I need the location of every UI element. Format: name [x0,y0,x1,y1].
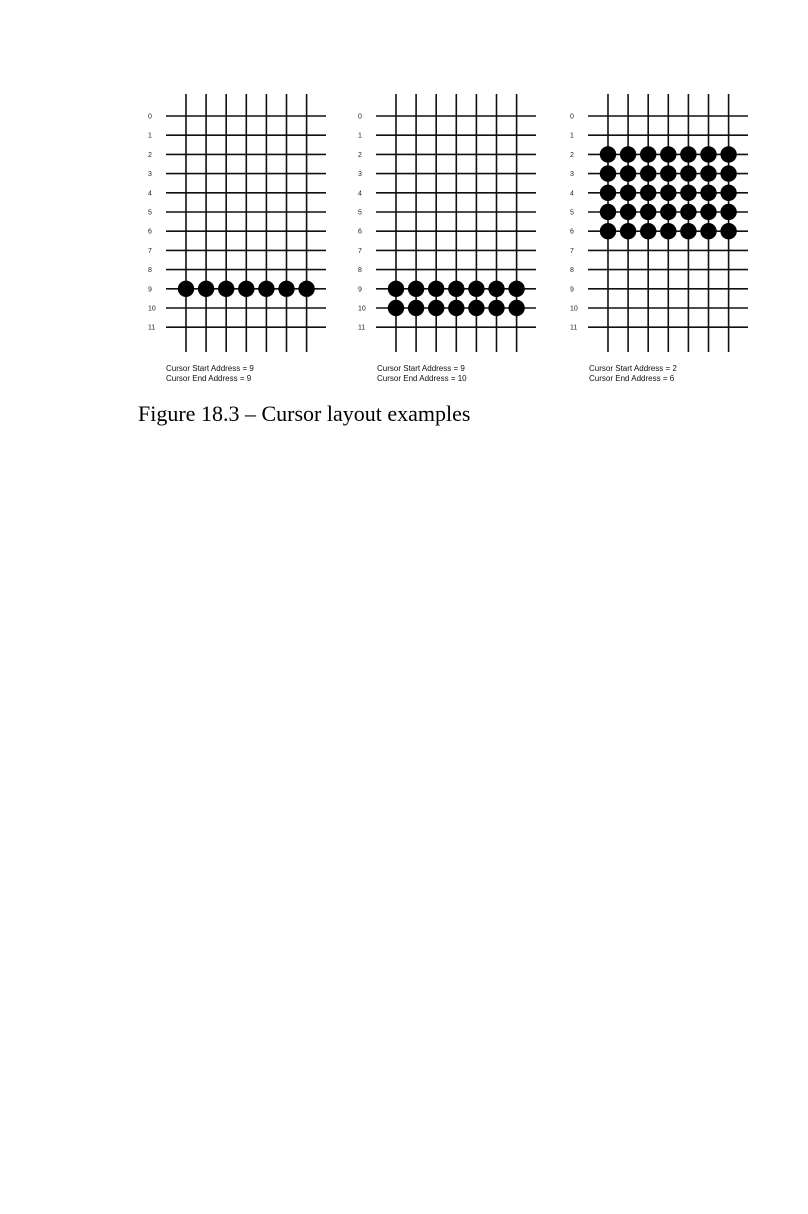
cursor-dot [600,165,616,181]
cursor-dot [198,281,214,297]
cursor-dot [388,281,404,297]
cursor-end-address-label: Cursor End Address = 6 [589,374,675,383]
cursor-dot [508,281,524,297]
row-number-label: 10 [570,305,578,313]
row-number-label: 8 [570,267,574,275]
cursor-dot [700,223,716,239]
cursor-dot [640,146,656,162]
figure-caption: Figure 18.3 – Cursor layout examples [138,401,471,426]
row-number-label: 7 [148,247,152,255]
cursor-dot [660,223,676,239]
cursor-dot [700,165,716,181]
cursor-dot [298,281,314,297]
cursor-dot [428,281,444,297]
row-number-label: 5 [358,209,362,217]
cursor-dot [700,185,716,201]
row-number-label: 2 [148,151,152,159]
cursor-dot [620,223,636,239]
cursor-dot [218,281,234,297]
cursor-start-address-label: Cursor Start Address = 2 [589,364,677,373]
cursor-caption-3 [589,364,677,384]
row-number-label: 3 [148,171,152,179]
cursor-dot [258,281,274,297]
cursor-start-address-label: Cursor Start Address = 9 [166,364,254,373]
cursor-dot [680,185,696,201]
cursor-dot [408,300,424,316]
cursor-dot [660,204,676,220]
cursor-dot [660,146,676,162]
row-number-label: 0 [358,113,362,121]
cursor-dot [680,165,696,181]
cursor-dot [448,281,464,297]
cursor-dot [720,165,736,181]
cursor-dot [448,300,464,316]
cursor-end-address-label: Cursor End Address = 10 [377,374,467,383]
cursor-dot [640,204,656,220]
cursor-caption-2 [377,364,467,384]
row-number-label: 5 [148,209,152,217]
row-number-label: 8 [358,267,362,275]
cursor-dot [640,185,656,201]
cursor-dot [640,165,656,181]
row-number-label: 4 [148,190,152,198]
cursor-dot [720,204,736,220]
cursor-dot [700,146,716,162]
cursor-dot [720,223,736,239]
cursor-dot [600,146,616,162]
row-number-label: 9 [148,286,152,294]
cursor-dot [408,281,424,297]
cursor-dot [680,223,696,239]
row-number-label: 5 [570,209,574,217]
cursor-layout-figure [0,0,808,440]
row-number-label: 0 [570,113,574,121]
row-number-label: 9 [570,286,574,294]
cursor-dot [680,146,696,162]
row-number-label: 6 [148,228,152,236]
cursor-dot [388,300,404,316]
row-number-label: 11 [358,324,366,332]
cursor-dot [488,300,504,316]
cursor-dot [620,146,636,162]
cursor-panel-1 [140,90,340,390]
cursor-dot [680,204,696,220]
cursor-grid-3 [562,90,762,360]
cursor-dot [488,281,504,297]
cursor-panel-3 [562,90,762,390]
row-number-label: 11 [570,324,578,332]
row-number-label: 3 [358,171,362,179]
cursor-dot [700,204,716,220]
row-number-label: 2 [570,151,574,159]
cursor-dot [600,223,616,239]
row-number-label: 4 [570,190,574,198]
cursor-dot [720,185,736,201]
row-number-label: 2 [358,151,362,159]
row-number-label: 6 [358,228,362,236]
cursor-dot [508,300,524,316]
cursor-dot [600,204,616,220]
cursor-grid-1 [140,90,340,360]
cursor-dot [178,281,194,297]
cursor-dot [238,281,254,297]
row-number-label: 10 [358,305,366,313]
cursor-dot [278,281,294,297]
cursor-dot [660,165,676,181]
row-number-label: 1 [570,132,574,140]
cursor-dot [620,165,636,181]
cursor-end-address-label: Cursor End Address = 9 [166,374,252,383]
cursor-dot [620,185,636,201]
cursor-grid-2 [350,90,550,360]
cursor-dot [720,146,736,162]
row-number-label: 3 [570,171,574,179]
cursor-dot [640,223,656,239]
cursor-dot [660,185,676,201]
cursor-start-address-label: Cursor Start Address = 9 [377,364,465,373]
cursor-dot [620,204,636,220]
cursor-dot [468,300,484,316]
row-number-label: 7 [570,247,574,255]
cursor-dot [428,300,444,316]
cursor-caption-1 [166,364,254,384]
row-number-label: 8 [148,267,152,275]
row-number-label: 9 [358,286,362,294]
row-number-label: 7 [358,247,362,255]
row-number-label: 10 [148,305,156,313]
cursor-dot [468,281,484,297]
row-number-label: 1 [148,132,152,140]
row-number-label: 6 [570,228,574,236]
row-number-label: 11 [148,324,156,332]
row-number-label: 0 [148,113,152,121]
row-number-label: 1 [358,132,362,140]
row-number-label: 4 [358,190,362,198]
cursor-panel-2 [350,90,550,390]
cursor-dot [600,185,616,201]
